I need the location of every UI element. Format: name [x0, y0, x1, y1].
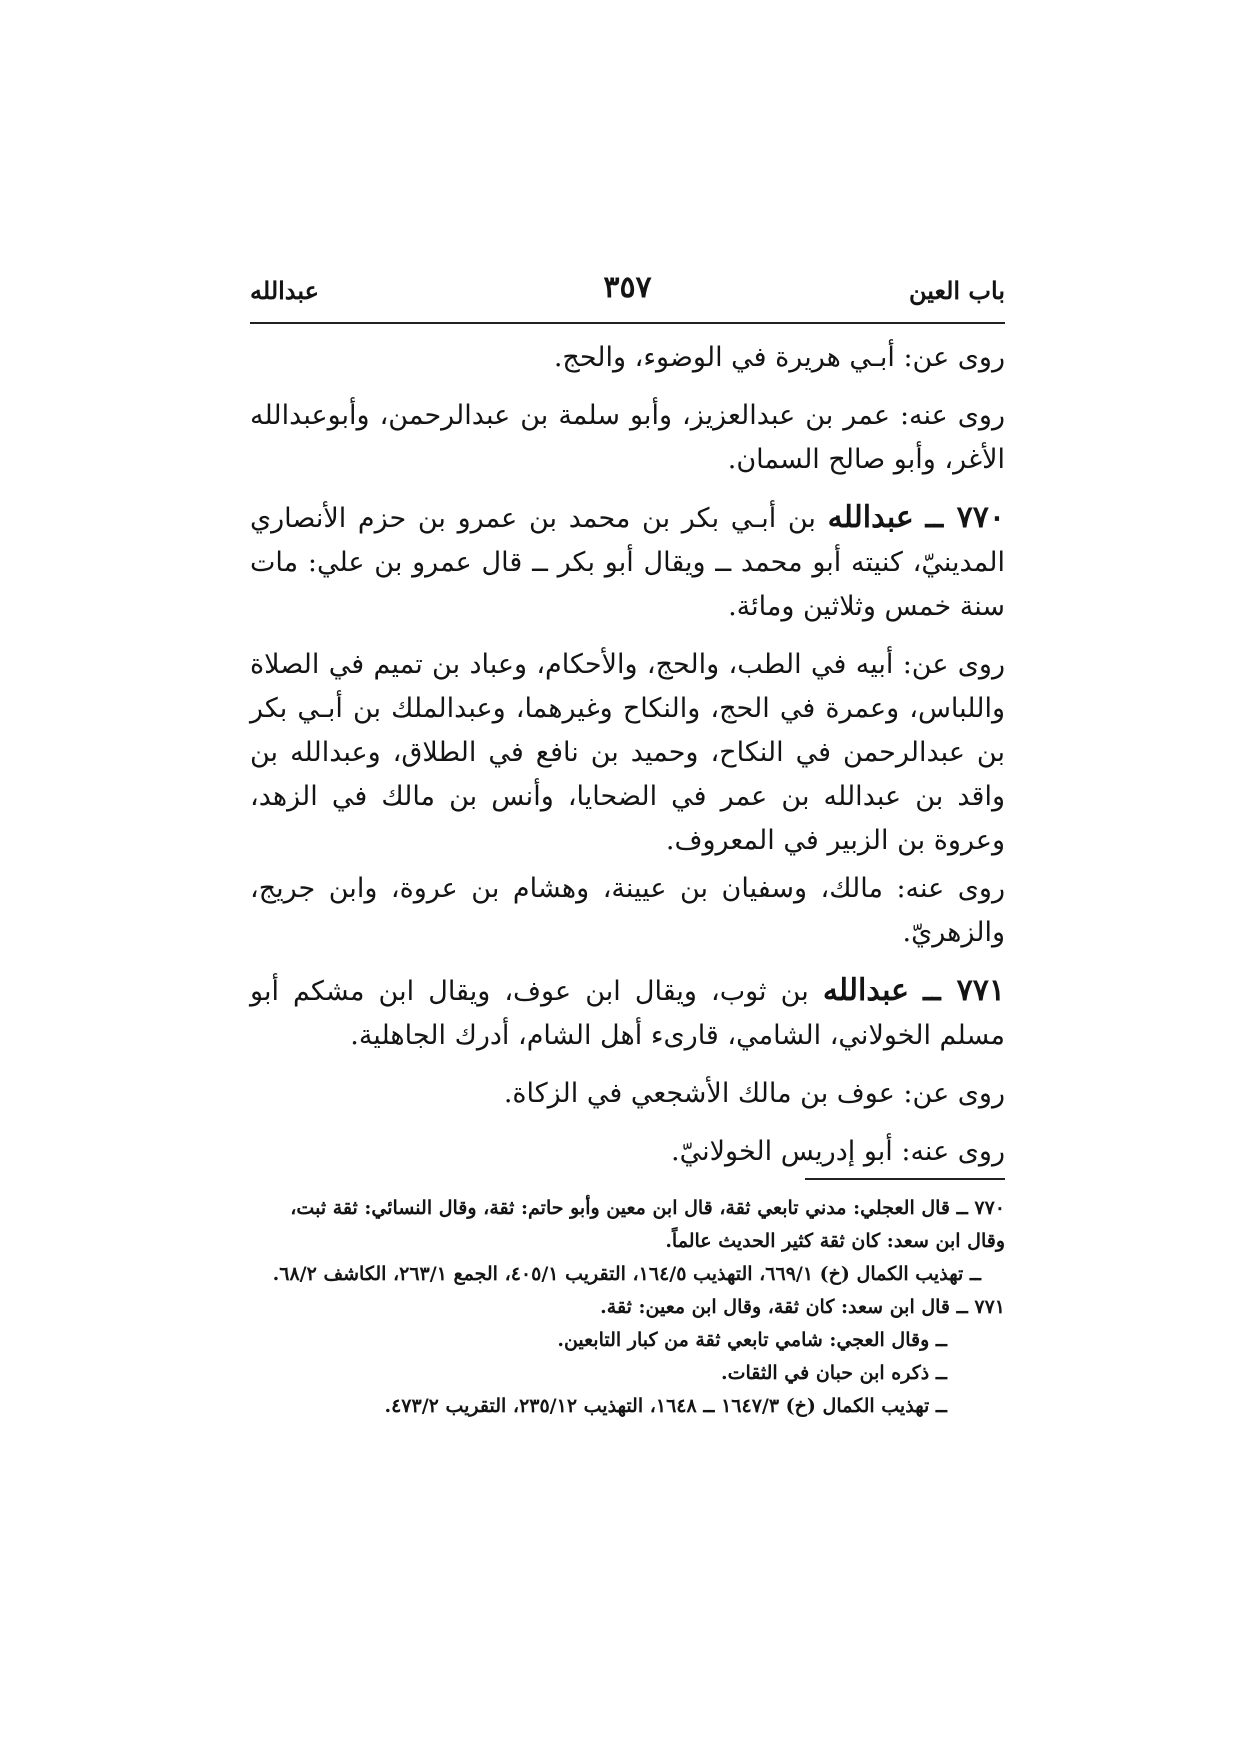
entry-771: [250, 969, 1005, 1058]
paragraph: روى عنه: مالك، وسفيان بن عيينة، وهشام بن عروة، وابن جريج، والزهريّ.: [250, 873, 1005, 948]
footnote: ــ تهذيب الكمال (خ) ٦٦٩/١، التهذيب ١٦٤/٥، التقريب ٤٠٥/١، الجمع ٢٦٣/١، الكاشف ٦٨/٢.: [272, 1263, 981, 1285]
entry-text: بن أبـي بكر بن محمد بن عمرو بن حزم الأنصاري المدينيّ، كنيته أبو محمد ــ ويقال أبو بكر ــ قال عمرو بن علي: مات سنة خمس وثلاثين ومائة.: [250, 503, 1005, 622]
footnotes: [250, 1192, 1005, 1423]
footnote: ــ ذكره ابن حبان في الثقات.: [720, 1362, 947, 1384]
footnote: ٧٧١ ــ قال ابن سعد: كان ثقة، وقال ابن معين: ثقة.: [600, 1296, 1005, 1318]
entry-770: [250, 496, 1005, 629]
entry-number: ٧٧١ ــ: [923, 973, 1005, 1008]
paragraph: روى عن: أبيه في الطب، والحج، والأحكام، وعباد بن تميم في الصلاة واللباس، وعمرة في الحج، والنكاح وغيرهما، وعبدالملك بن أبـي بكر بن عبدالرحمن في النكاح، وحميد بن نافع في الطلاق، وعبدالله بن واقد بن عبدالله بن عمر في الضحايا، وأنس بن مالك في الزهد، وعروة بن الزبير في المعروف.: [250, 649, 1005, 856]
footnote: ــ تهذيب الكمال (خ) ١٦٤٧/٣ ــ ١٦٤٨، التهذيب ٢٣٥/١٢، التقريب ٤٧٣/٢.: [384, 1395, 947, 1417]
paragraph: روى عنه: عمر بن عبدالعزيز، وأبو سلمة بن عبدالرحمن، وأبوعبدالله الأغر، وأبو صالح السمان.: [250, 400, 1005, 475]
paragraph: روى عنه: أبو إدريس الخولانيّ.: [671, 1136, 1005, 1167]
footnote: ٧٧٠ ــ قال العجلي: مدني تابعي ثقة، قال ابن معين وأبو حاتم: ثقة، وقال النسائي: ثقة ثبت، وقال ابن سعد: كان ثقة كثير الحديث عالماً.: [290, 1197, 1005, 1252]
page-header: [250, 270, 1005, 322]
section-title: باب العين: [908, 276, 1005, 305]
header-rule: [250, 322, 1005, 324]
paragraph: روى عن: أبـي هريرة في الوضوء، والحج.: [553, 342, 1005, 373]
main-text: [250, 336, 1005, 1188]
footnote-rule: [805, 1178, 1005, 1180]
entry-number: ٧٧٠ ــ: [925, 500, 1005, 535]
paragraph: روى عن: عوف بن مالك الأشجعي في الزكاة.: [503, 1078, 1005, 1109]
entry-text: بن ثوب، ويقال ابن عوف، ويقال ابن مشكم أبو مسلم الخولاني، الشامي، قارىء أهل الشام، أدرك الجاهلية.: [250, 976, 1005, 1051]
entry-name: عبدالله: [822, 973, 910, 1008]
entry-name: عبدالله: [827, 500, 914, 535]
footnote: ــ وقال العجي: شامي تابعي ثقة من كبار التابعين.: [557, 1329, 947, 1351]
page-number: ٣٥٧: [603, 270, 652, 305]
running-head: عبدالله: [250, 276, 319, 305]
